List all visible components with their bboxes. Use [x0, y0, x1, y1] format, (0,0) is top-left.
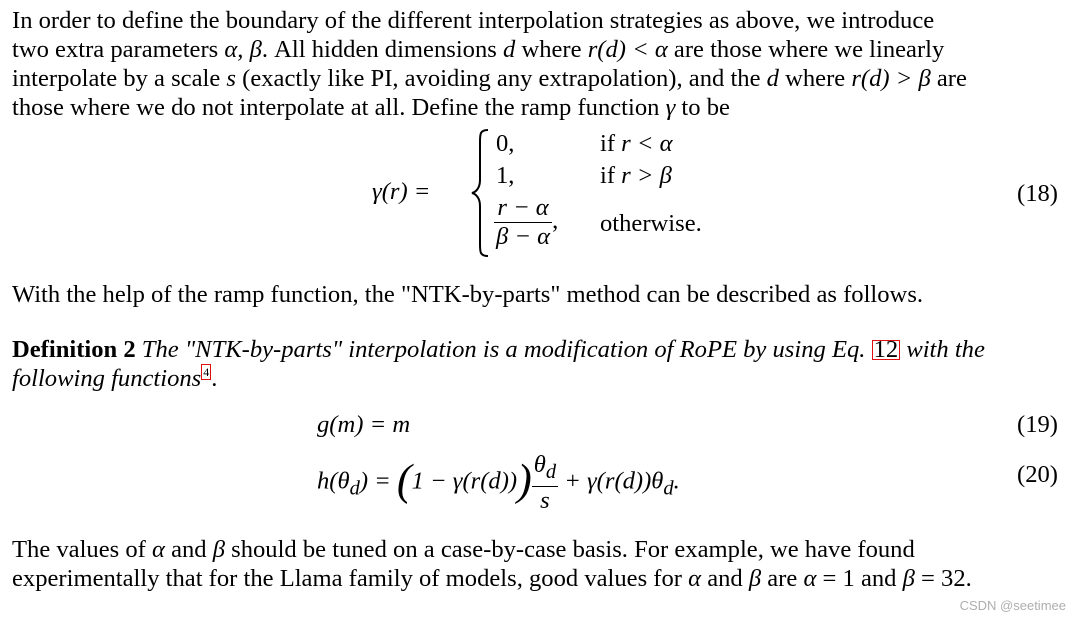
equation-number: (18) [1017, 180, 1058, 207]
definition-heading: Definition 2 [12, 336, 136, 363]
equation-number: (20) [1017, 461, 1058, 488]
case-2-value: 1, [496, 162, 515, 189]
case-3-condition: otherwise. [600, 210, 702, 237]
equation-number: (19) [1017, 411, 1058, 438]
paragraph-tuning [12, 535, 1058, 593]
paragraph-line: interpolate by a scale s (exactly like PI, avoiding any extrapolation), and the d where r(d) > β are [12, 65, 967, 92]
paragraph-line: experimentally that for the Llama family of models, good values for α and β are α = 1 and β = 32. [12, 565, 972, 592]
paragraph-line: two extra parameters α, β. All hidden dimensions d where r(d) < α are those where we linearly [12, 36, 945, 63]
paragraph-line: With the help of the ramp function, the "NTK-by-parts" method can be described as follows. [12, 281, 924, 308]
ramp-function-cases [372, 128, 772, 258]
equation-19: g(m) = m [317, 411, 411, 438]
right-paren-icon: ) [517, 455, 532, 505]
paragraph-line: those where we do not interpolate at all. Define the ramp function γ to be [12, 94, 730, 121]
paragraph-line: following functions 4. [12, 365, 218, 392]
left-brace-icon [470, 128, 490, 258]
equation-20: $h(\theta_d) = (1 - \gamma(r(d)))$ $\frac{\theta_d}{s}$ + $\gamma(r(d))\theta_d$. [317, 451, 680, 514]
equation-lhs: γ(r) = [372, 178, 431, 205]
case-2-condition: if r > β [600, 162, 672, 189]
paragraph-line: Definition 2 The "NTK-by-parts" interpolation is a modification of RoPE by using Eq. 12 with the [12, 336, 985, 363]
equation-reference-link[interactable]: 12 [873, 336, 899, 363]
equation-18 [12, 128, 1058, 266]
definition-2 [12, 335, 1058, 393]
fraction: $\frac{r - \alpha}{\beta - \alpha}$ [496, 194, 551, 250]
case-1-value: 0, [496, 130, 515, 157]
left-paren-icon: ( [396, 455, 412, 505]
case-1-condition: if r < α [600, 130, 673, 157]
paper-page [12, 6, 1058, 593]
footnote-link[interactable]: 4 [203, 365, 210, 379]
paragraph-intro [12, 6, 1058, 122]
equations-19-20 [12, 399, 1058, 514]
case-3-value: $\frac{r - \alpha}{\beta - \alpha}$ , [496, 194, 559, 250]
paragraph-line: In order to define the boundary of the different interpolation strategies as above, we introduce [12, 7, 935, 34]
paragraph-line: The values of α and β should be tuned on a case-by-case basis. For example, we have found [12, 536, 915, 563]
fraction: $\frac{\theta_d}{s}$ [533, 451, 557, 514]
paragraph-ramp-help [12, 280, 1058, 309]
watermark: CSDN @seetimee [959, 598, 1066, 613]
